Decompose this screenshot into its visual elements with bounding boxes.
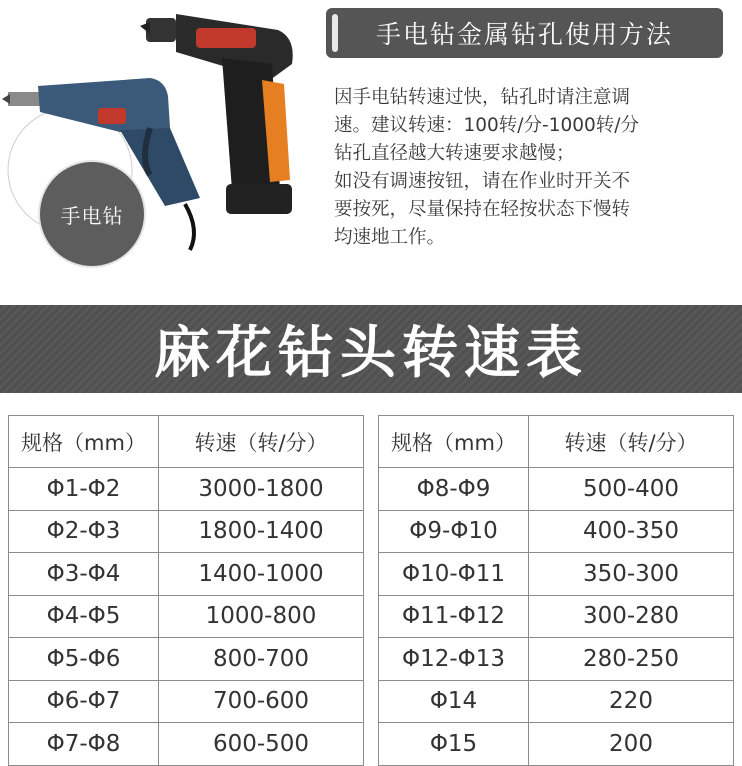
table-row	[379, 595, 734, 638]
speed-cell: 1800-1400	[159, 510, 364, 553]
table-row	[379, 510, 734, 553]
description-line: 均速地工作。	[334, 227, 446, 248]
speed-cell: 3000-1800	[159, 468, 364, 511]
speed-table-banner: 麻花钻头转速表	[0, 305, 742, 393]
speed-cell: 1400-1000	[159, 553, 364, 596]
speed-cell: 400-350	[529, 510, 734, 553]
spec-cell: Φ14	[379, 680, 529, 723]
description-line: 要按死，尽量保持在轻按状态下慢转	[334, 199, 631, 220]
speed-cell: 200	[529, 723, 734, 766]
speed-cell: 300-280	[529, 595, 734, 638]
speed-cell: 500-400	[529, 468, 734, 511]
table-row	[379, 553, 734, 596]
spec-cell: Φ12-Φ13	[379, 638, 529, 681]
header-speed: 转速（转/分）	[529, 416, 734, 468]
table-row	[9, 510, 364, 553]
spec-cell: Φ11-Φ12	[379, 595, 529, 638]
spec-cell: Φ4-Φ5	[9, 595, 159, 638]
intro-section	[0, 0, 742, 282]
description-line: 速。建议转速：100转/分-1000转/分	[334, 115, 640, 136]
table-row	[9, 638, 364, 681]
spec-cell: Φ7-Φ8	[9, 723, 159, 766]
description-line: 钻孔直径越大转速要求越慢；	[334, 143, 575, 164]
spec-cell: Φ8-Φ9	[379, 468, 529, 511]
table-row	[379, 723, 734, 766]
spec-cell: Φ9-Φ10	[379, 510, 529, 553]
speed-cell: 700-600	[159, 680, 364, 723]
table-row	[9, 595, 364, 638]
table-row	[9, 553, 364, 596]
header-spec: 规格（mm）	[9, 416, 159, 468]
table-row	[379, 680, 734, 723]
speed-cell: 220	[529, 680, 734, 723]
usage-description	[334, 84, 734, 252]
spec-cell: Φ15	[379, 723, 529, 766]
speed-cell: 350-300	[529, 553, 734, 596]
speed-cell: 800-700	[159, 638, 364, 681]
table-row	[9, 468, 364, 511]
table-row	[379, 638, 734, 681]
description-line: 如没有调速按钮，请在作业时开关不	[334, 171, 631, 192]
table-row	[9, 680, 364, 723]
speed-cell: 280-250	[529, 638, 734, 681]
header-spec: 规格（mm）	[379, 416, 529, 468]
speed-cell: 600-500	[159, 723, 364, 766]
spec-cell: Φ10-Φ11	[379, 553, 529, 596]
table-row	[379, 468, 734, 511]
table-header-row	[379, 416, 734, 468]
header-speed: 转速（转/分）	[159, 416, 364, 468]
spec-cell: Φ6-Φ7	[9, 680, 159, 723]
drill-badge: 手电钻	[40, 162, 144, 266]
description-line: 因手电钻转速过快，钻孔时请注意调	[334, 87, 631, 108]
speed-table-right	[378, 415, 734, 766]
speed-cell: 1000-800	[159, 595, 364, 638]
section-title: 手电钻金属钻孔使用方法	[326, 8, 723, 58]
spec-cell: Φ1-Φ2	[9, 468, 159, 511]
table-header-row	[9, 416, 364, 468]
spec-cell: Φ5-Φ6	[9, 638, 159, 681]
table-row	[9, 723, 364, 766]
speed-table-left	[8, 415, 364, 766]
spec-cell: Φ2-Φ3	[9, 510, 159, 553]
spec-cell: Φ3-Φ4	[9, 553, 159, 596]
